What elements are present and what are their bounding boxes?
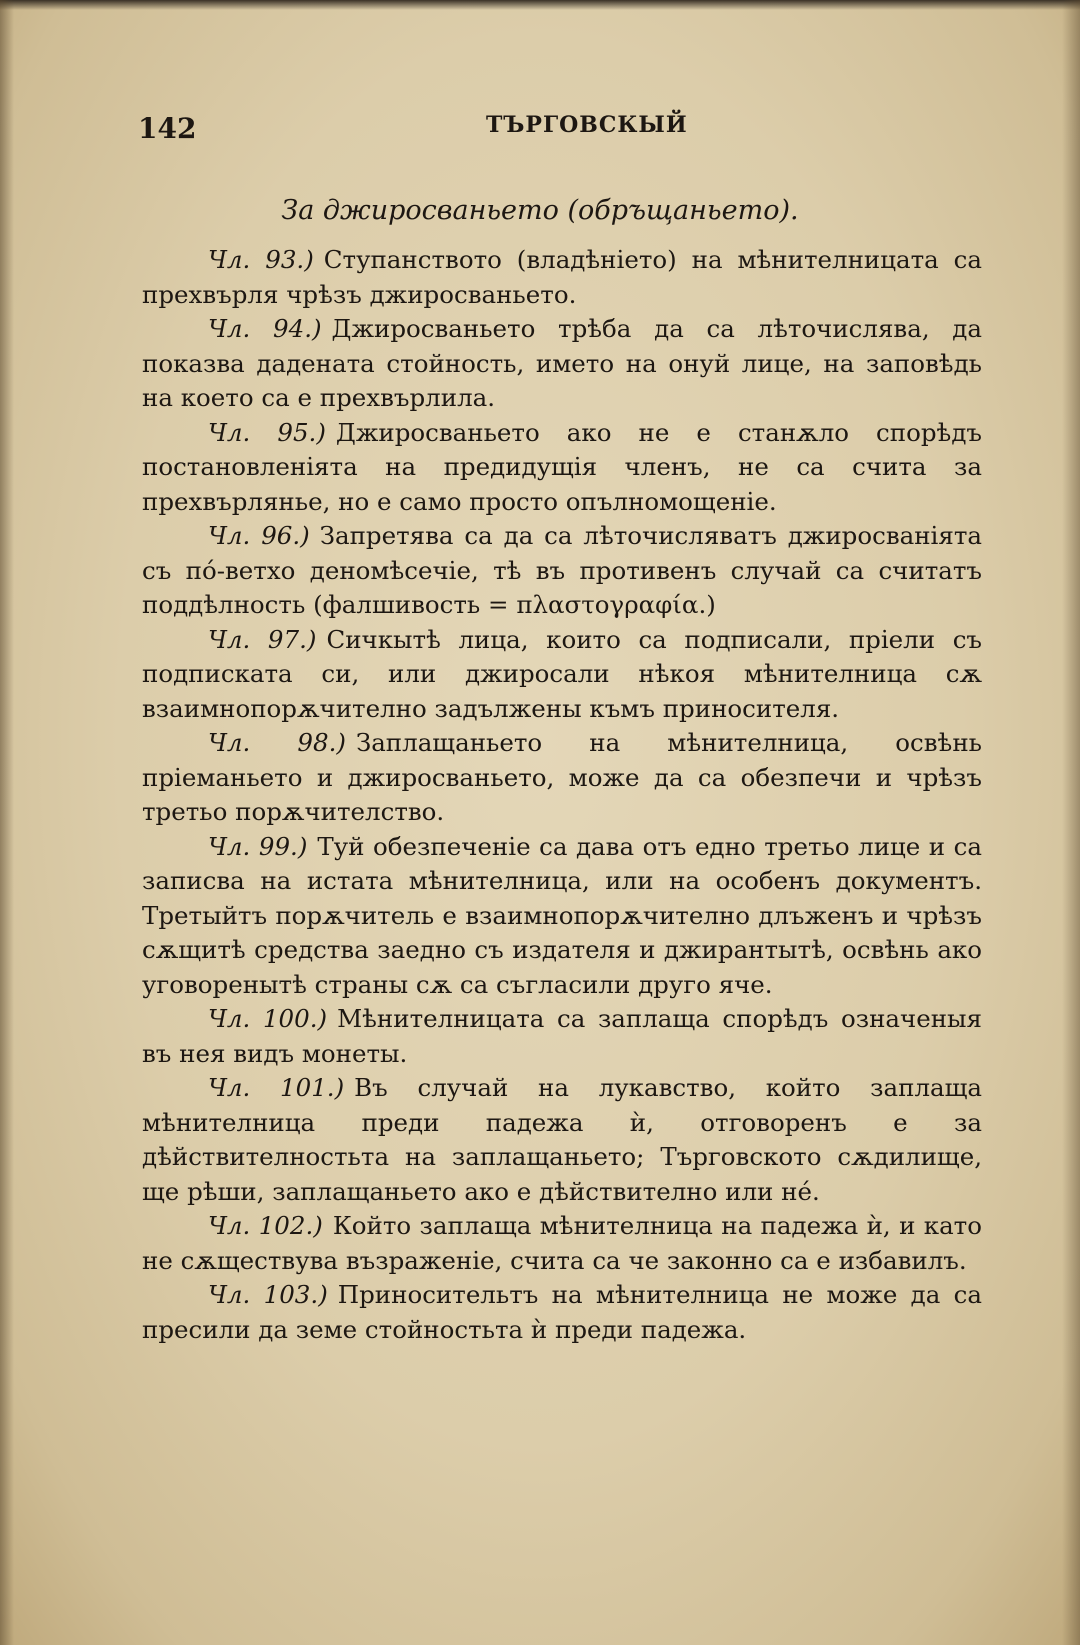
article-number: Чл. 93.) — [208, 245, 314, 274]
article-text: Въ случай на лукавство, който заплаща мѣнителница преди падежа ѝ, отговоренъ е за дѣйствителностьта на заплащаньето; Търговското сѫдилище, ще рѣши, заплащаньето ако е дѣйствително или не́. — [142, 1073, 982, 1206]
page-top-edge — [0, 0, 1080, 10]
article-text: Джиросваньето ако не е станѫло спорѣдъ постановленіята на предидущія членъ, не са счита за прехвърлянье, но е само просто опълномощеніе. — [142, 417, 982, 516]
article-103 — [142, 1278, 982, 1347]
body-text — [142, 243, 982, 1347]
article-number: Чл. 96.) — [208, 521, 310, 550]
section-heading: За джиросваньето (обръщаньето). — [281, 195, 799, 226]
article-93 — [142, 243, 982, 312]
article-number: Чл. 101.) — [208, 1073, 345, 1102]
article-99 — [142, 830, 982, 1003]
page-number: 142 — [138, 112, 197, 145]
article-text: Мѣнителницата са заплаща спорѣдъ означеныя въ нея видъ монеты. — [142, 1004, 982, 1068]
article-96 — [142, 519, 982, 623]
article-text: Джиросваньето трѣба да са лѣточислява, да показва дадената стойность, името на онуй лице, на заповѣдь на което са е прехвърлила. — [142, 314, 982, 412]
article-98 — [142, 726, 982, 830]
article-94 — [142, 312, 982, 416]
article-text: Ступанството (владѣніето) на мѣнителницата са прехвърля чрѣзъ джиросваньето. — [142, 245, 982, 309]
running-head: ТЪРГОВСКЫЙ — [486, 112, 688, 138]
article-102 — [142, 1209, 982, 1278]
article-number: Чл. 98.) — [208, 728, 346, 757]
page-right-edge — [1062, 0, 1080, 1645]
article-text: Заплащаньето на мѣнителница, освѣнь пріеманьето и джиросваньето, може да са обезпечи и чрѣзъ третьо порѫчителство. — [142, 728, 982, 826]
article-number: Чл. 97.) — [208, 624, 317, 654]
article-text: Сичкытѣ лица, които са подписали, пріели съ подписката си, или джиросали нѣкоя мѣнителница сѫ взаимнопорѫчително задължены къмъ приносителя. — [142, 624, 983, 723]
article-text: Приносительтъ на мѣнителница не може да са пресили да земе стойностьта ѝ преди падежа. — [142, 1280, 982, 1344]
article-number: Чл. 95.) — [208, 417, 326, 447]
article-text: Туй обезпеченіе са дава отъ едно третьо лице и са записва на истата мѣнителница, или на особенъ документъ. Третыйтъ порѫчитель е взаимнопорѫчително длъженъ и чрѣзъ сѫщитѣ средства заедно съ издателя и джирантытѣ, освѣнь ако уговоренытѣ страны сѫ са съгласили друго яче. — [142, 831, 982, 999]
article-97 — [142, 623, 982, 727]
article-number: Чл. 100.) — [208, 1004, 328, 1033]
article-101 — [142, 1071, 982, 1209]
article-number: Чл. 102.) — [208, 1211, 323, 1240]
article-number: Чл. 99.) — [208, 831, 308, 861]
article-number: Чл. 94.) — [208, 314, 322, 343]
article-number: Чл. 103.) — [208, 1280, 328, 1309]
article-95 — [142, 416, 982, 520]
article-text: Който заплаща мѣнителница на падежа ѝ, и като не сѫществува възраженіе, счита са че законно са е избавилъ. — [142, 1211, 982, 1275]
page-left-edge — [0, 0, 14, 1645]
article-100 — [142, 1002, 982, 1071]
article-text: Запретява са да са лѣточисляватъ джиросваніята съ по́-ветхо деномѣсечіе, тѣ въ противенъ случай са считатъ поддѣлность (фалшивость = πλαστογραφία.) — [142, 521, 982, 619]
